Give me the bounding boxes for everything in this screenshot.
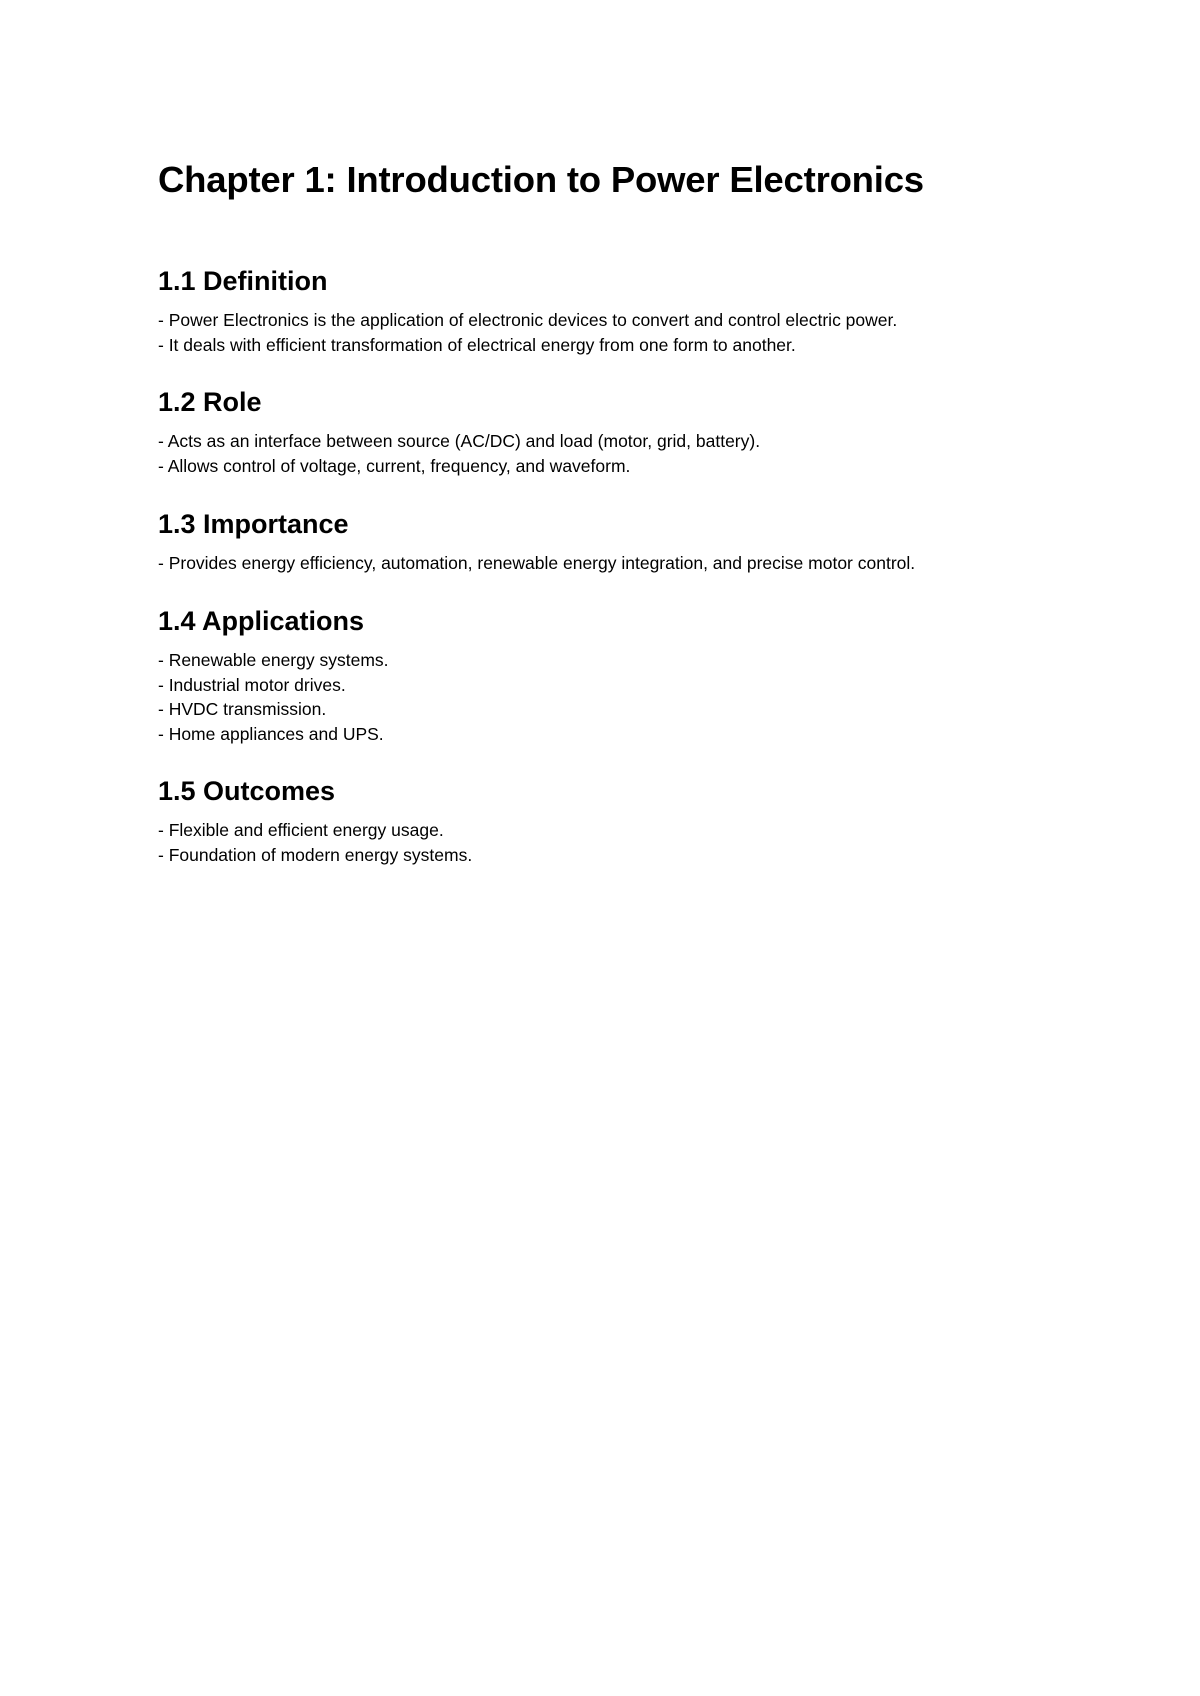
section-line: - Industrial motor drives. [158, 674, 346, 695]
section-lines [158, 308, 1058, 357]
section-line: - Renewable energy systems. [158, 650, 389, 670]
chapter-title: Chapter 1: Introduction to Power Electronics [158, 159, 924, 200]
section-importance [158, 508, 1058, 576]
section-applications [158, 605, 1058, 746]
section-line: - Flexible and efficient energy usage. [158, 820, 444, 840]
section-line: - Home appliances and UPS. [158, 723, 384, 744]
section-line: - Power Electronics is the application of electronic devices to convert and control electric power. [158, 310, 898, 330]
section-outcomes [158, 775, 1058, 867]
section-heading: 1.3 Importance [158, 509, 349, 539]
section-lines [158, 648, 1058, 746]
section-lines [158, 818, 1058, 867]
section-lines [158, 551, 1058, 576]
section-line: - Allows control of voltage, current, frequency, and waveform. [158, 455, 631, 476]
section-heading: 1.1 Definition [158, 266, 328, 296]
section-definition [158, 265, 1058, 357]
section-line: - It deals with efficient transformation of electrical energy from one form to another. [158, 334, 796, 355]
section-line: - Foundation of modern energy systems. [158, 844, 473, 865]
section-lines [158, 429, 1058, 478]
section-line: - Acts as an interface between source (AC/DC) and load (motor, grid, battery). [158, 431, 761, 451]
section-heading: 1.5 Outcomes [158, 776, 336, 806]
section-heading: 1.2 Role [158, 387, 262, 417]
section-line: - Provides energy efficiency, automation, renewable energy integration, and precise motor control. [158, 553, 916, 573]
section-line: - HVDC transmission. [158, 699, 327, 719]
section-role [158, 386, 1058, 478]
section-heading: 1.4 Applications [158, 606, 365, 636]
